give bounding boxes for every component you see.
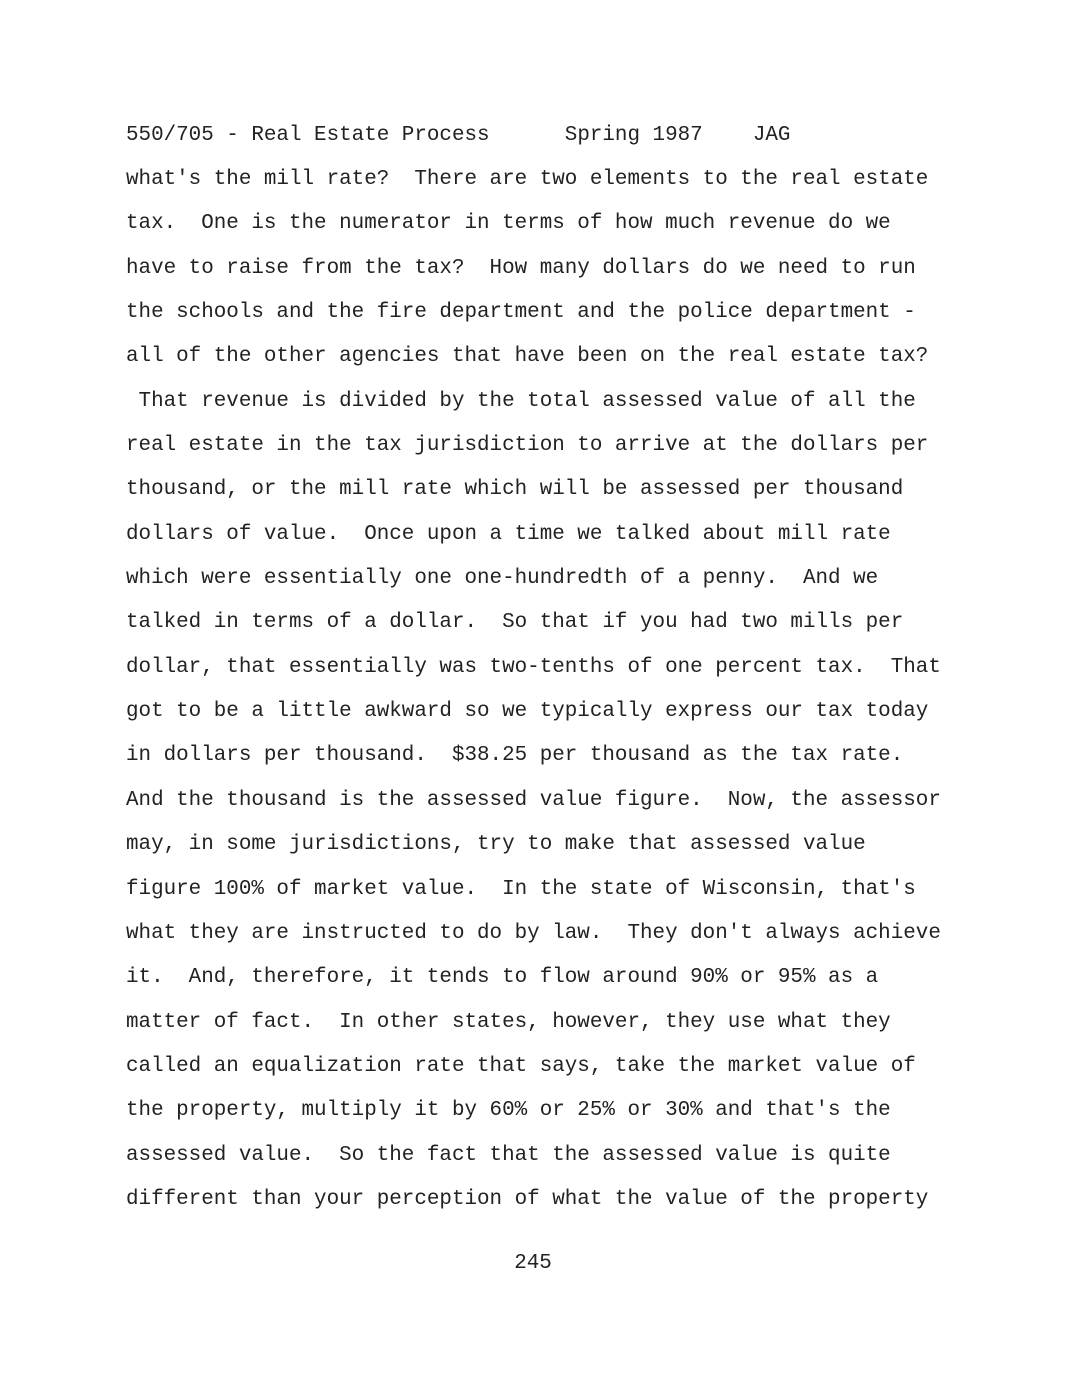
text-line: different than your perception of what the value of the property <box>126 1187 929 1211</box>
text-line: what they are instructed to do by law. They don't always achieve <box>126 921 941 945</box>
text-line: have to raise from the tax? How many dollars do we need to run <box>126 256 916 280</box>
header-course: 550/705 - Real Estate Process <box>126 124 490 147</box>
text-line: tax. One is the numerator in terms of how much revenue do we <box>126 212 891 236</box>
text-line: which were essentially one one-hundredth of a penny. And we <box>126 567 879 591</box>
text-line: in dollars per thousand. $38.25 per thousand as the tax rate. <box>126 744 904 768</box>
text-line: figure 100% of market value. In the state of Wisconsin, that's <box>126 877 916 901</box>
page-header <box>126 124 790 148</box>
text-line: That revenue is divided by the total assessed value of all the <box>126 389 916 413</box>
text-line: the schools and the fire department and the police department - <box>126 301 916 325</box>
text-line: it. And, therefore, it tends to flow around 90% or 95% as a <box>126 966 879 990</box>
text-line: real estate in the tax jurisdiction to arrive at the dollars per <box>126 434 929 458</box>
text-line: dollar, that essentially was two-tenths of one percent tax. That <box>126 655 941 679</box>
header-initials: JAG <box>752 124 791 147</box>
text-line: got to be a little awkward so we typically express our tax today <box>126 700 929 724</box>
page-number: 245 <box>514 1252 552 1275</box>
transcript-body <box>126 168 956 1232</box>
text-line: talked in terms of a dollar. So that if you had two mills per <box>126 611 904 635</box>
text-line: called an equalization rate that says, take the market value of <box>126 1054 916 1078</box>
text-line: matter of fact. In other states, however, they use what they <box>126 1010 891 1034</box>
text-line: all of the other agencies that have been on the real estate tax? <box>126 345 929 369</box>
text-line: what's the mill rate? There are two elements to the real estate <box>126 168 929 191</box>
header-term: Spring 1987 <box>564 124 703 147</box>
text-line: dollars of value. Once upon a time we talked about mill rate <box>126 522 891 546</box>
text-line: assessed value. So the fact that the assessed value is quite <box>126 1143 891 1167</box>
text-line: And the thousand is the assessed value figure. Now, the assessor <box>126 788 941 812</box>
text-line: may, in some jurisdictions, try to make that assessed value <box>126 833 866 857</box>
text-line: thousand, or the mill rate which will be assessed per thousand <box>126 478 904 502</box>
text-line: the property, multiply it by 60% or 25% or 30% and that's the <box>126 1099 891 1123</box>
